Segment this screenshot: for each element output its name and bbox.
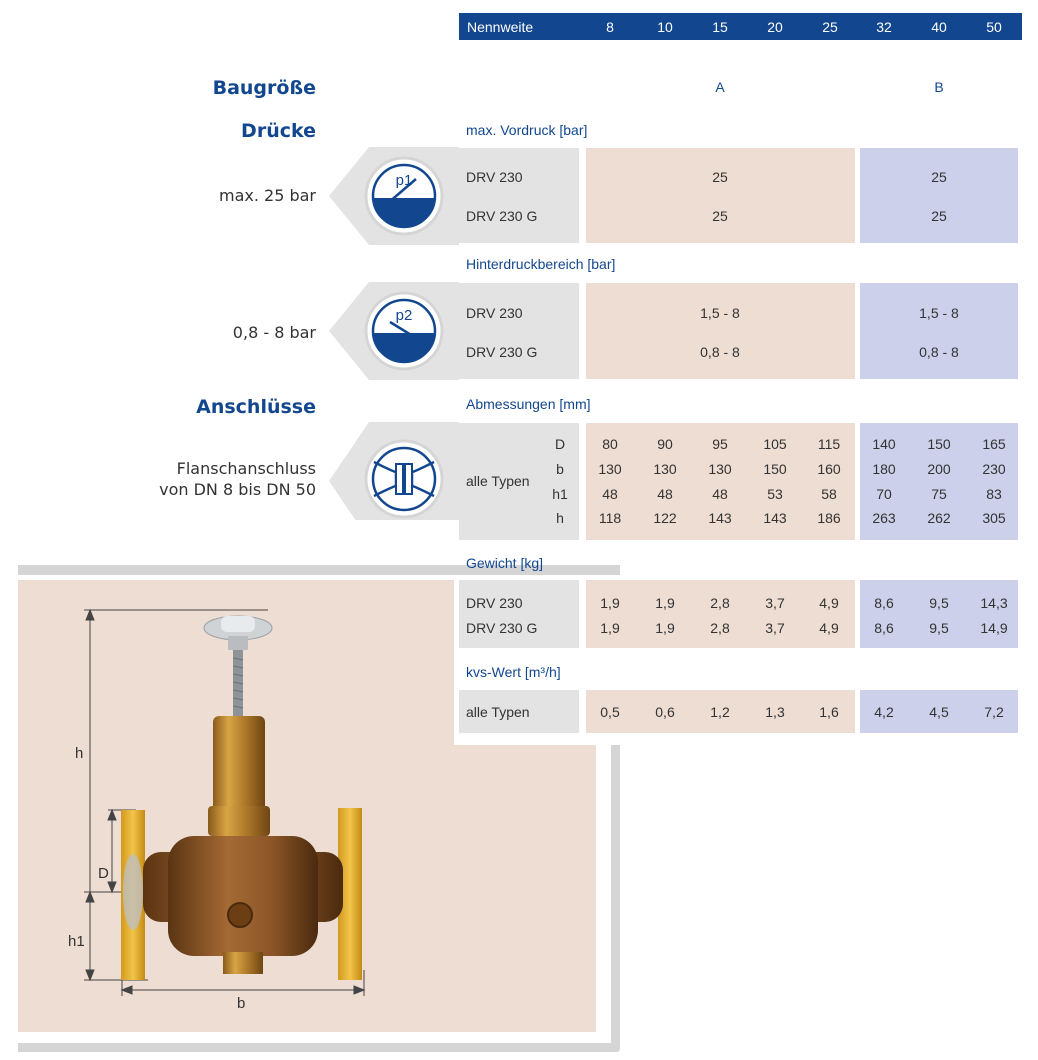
value-cell: 83 (986, 486, 1002, 502)
value-cell: 25 (931, 208, 947, 224)
pressure-gauge-p2-icon (364, 286, 444, 376)
value-cell: 165 (982, 436, 1006, 452)
value-cell: 48 (602, 486, 618, 502)
row-type: alle Typen (466, 473, 530, 489)
value-cell: 9,5 (929, 595, 949, 611)
size-group-a: A (715, 79, 725, 95)
value-cell: 0,5 (600, 704, 620, 720)
value-cell: 105 (763, 436, 787, 452)
kvs-title: kvs-Wert [m³/h] (466, 664, 561, 680)
dimension-label: b (556, 461, 564, 477)
value-cell: 70 (876, 486, 892, 502)
flange-summary-line2: von DN 8 bis DN 50 (159, 480, 316, 499)
value-cell: 2,8 (710, 595, 730, 611)
value-cell: 25 (931, 169, 947, 185)
hinterdruck-type-cell (459, 283, 579, 379)
value-cell: 80 (602, 436, 618, 452)
value-cell: 1,2 (710, 704, 730, 720)
value-cell: 8,6 (874, 620, 894, 636)
row-type: DRV 230 (466, 595, 523, 611)
section-title-druecke: Drücke (241, 120, 316, 142)
flange-connection-icon (364, 434, 444, 524)
hinterdruck-summary: 0,8 - 8 bar (232, 323, 316, 342)
value-cell: 263 (872, 510, 896, 526)
section-title-anschluesse: Anschlüsse (196, 396, 316, 418)
value-cell: 150 (763, 461, 787, 477)
value-cell: 230 (982, 461, 1006, 477)
value-cell: 180 (872, 461, 896, 477)
hinterdruck-title: Hinterdruckbereich [bar] (466, 256, 616, 272)
value-cell: 1,6 (819, 704, 839, 720)
value-cell: 130 (708, 461, 732, 477)
header-size: 25 (822, 19, 838, 35)
value-cell: 9,5 (929, 620, 949, 636)
vordruck-title: max. Vordruck [bar] (466, 122, 588, 138)
value-cell: 95 (712, 436, 728, 452)
gewicht-group-a (586, 580, 855, 648)
nominal-size-header (459, 13, 1022, 40)
value-cell: 53 (767, 486, 783, 502)
value-cell: 0,8 - 8 (919, 344, 959, 360)
hinterdruck-group-b (860, 283, 1018, 379)
header-size: 40 (931, 19, 947, 35)
value-cell: 1,5 - 8 (700, 305, 740, 321)
dimension-label: h1 (552, 486, 568, 502)
row-type: DRV 230 G (466, 344, 538, 360)
row-type: DRV 230 G (466, 208, 538, 224)
value-cell: 14,3 (980, 595, 1008, 611)
header-size: 32 (876, 19, 892, 35)
value-cell: 58 (821, 486, 837, 502)
value-cell: 3,7 (765, 595, 785, 611)
gewicht-group-b (860, 580, 1018, 648)
value-cell: 8,6 (874, 595, 894, 611)
vordruck-summary: max. 25 bar (218, 186, 316, 205)
value-cell: 7,2 (984, 704, 1004, 720)
dimension-label: D (554, 436, 566, 452)
value-cell: 150 (927, 436, 951, 452)
value-cell: 90 (657, 436, 673, 452)
value-cell: 200 (927, 461, 951, 477)
value-cell: 305 (982, 510, 1006, 526)
value-cell: 0,8 - 8 (700, 344, 740, 360)
header-size: 8 (606, 19, 614, 35)
size-group-b: B (934, 79, 944, 95)
value-cell: 75 (931, 486, 947, 502)
dim-h-label: h (75, 745, 84, 762)
abmessungen-title: Abmessungen [mm] (466, 396, 591, 412)
value-cell: 262 (927, 510, 951, 526)
value-cell: 1,9 (655, 595, 675, 611)
header-label: Nennweite (467, 19, 534, 35)
value-cell: 1,5 - 8 (919, 305, 959, 321)
value-cell: 4,5 (929, 704, 949, 720)
value-cell: 130 (598, 461, 622, 477)
header-size: 50 (986, 19, 1002, 35)
p1-label: p1 (395, 172, 413, 189)
vordruck-group-b (860, 148, 1018, 243)
hinterdruck-group-a (586, 283, 855, 379)
row-type: alle Typen (466, 704, 530, 720)
dim-d-label: D (98, 865, 109, 882)
value-cell: 115 (817, 436, 841, 452)
section-title-baugroesse: Baugröße (212, 77, 316, 99)
p2-label: p2 (395, 307, 413, 324)
value-cell: 122 (653, 510, 677, 526)
value-cell: 1,9 (600, 620, 620, 636)
value-cell: 160 (817, 461, 841, 477)
header-size: 10 (657, 19, 673, 35)
value-cell: 140 (872, 436, 896, 452)
value-cell: 14,9 (980, 620, 1008, 636)
dim-h1-label: h1 (68, 933, 85, 950)
gewicht-type-cell (459, 580, 579, 648)
value-cell: 143 (708, 510, 732, 526)
value-cell: 130 (653, 461, 677, 477)
value-cell: 1,9 (600, 595, 620, 611)
vordruck-type-cell (459, 148, 579, 243)
value-cell: 48 (657, 486, 673, 502)
value-cell: 2,8 (710, 620, 730, 636)
header-size: 15 (712, 19, 728, 35)
value-cell: 118 (598, 510, 622, 526)
value-cell: 48 (712, 486, 728, 502)
vordruck-group-a (586, 148, 855, 243)
value-cell: 186 (817, 510, 841, 526)
value-cell: 4,9 (819, 595, 839, 611)
row-type: DRV 230 G (466, 620, 538, 636)
value-cell: 3,7 (765, 620, 785, 636)
value-cell: 0,6 (655, 704, 675, 720)
row-type: DRV 230 (466, 305, 523, 321)
dim-b-label: b (237, 995, 246, 1012)
dimension-label: h (556, 510, 564, 526)
value-cell: 25 (712, 169, 728, 185)
value-cell: 143 (763, 510, 787, 526)
value-cell: 4,2 (874, 704, 894, 720)
value-cell: 1,3 (765, 704, 785, 720)
header-size: 20 (767, 19, 783, 35)
gewicht-title: Gewicht [kg] (466, 555, 544, 571)
flange-summary-line1: Flanschanschluss (176, 459, 316, 478)
value-cell: 4,9 (819, 620, 839, 636)
value-cell: 1,9 (655, 620, 675, 636)
pressure-gauge-p1-icon (364, 151, 444, 241)
value-cell: 25 (712, 208, 728, 224)
row-type: DRV 230 (466, 169, 523, 185)
